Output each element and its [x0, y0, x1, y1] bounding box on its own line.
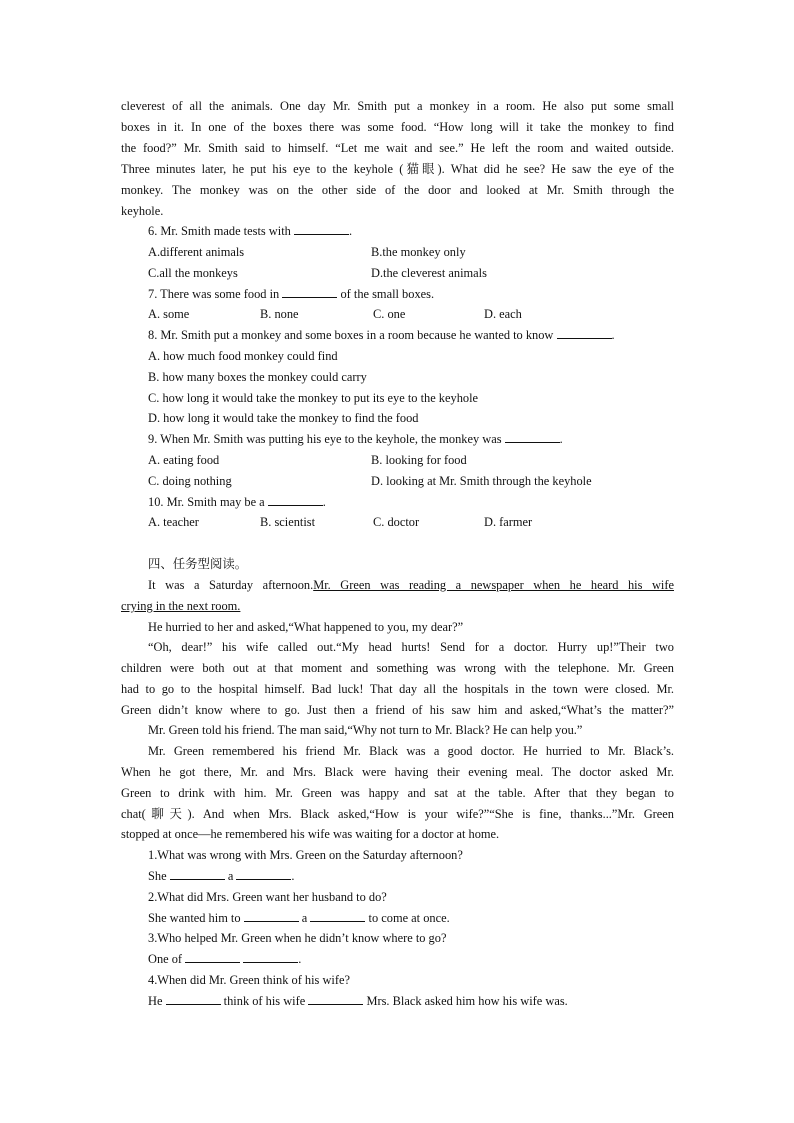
question-7-option-a: A. some — [148, 307, 190, 321]
answer-blank — [244, 910, 299, 922]
section4-paragraph-5-line-4: chat(聊天). And when Mrs. Black asked,“How is your wife?”“She is fine, thanks...”Mr. Green — [121, 807, 674, 821]
question-10-option-c: C. doctor — [373, 515, 420, 529]
question-6-option-d: D.the cleverest animals — [371, 266, 487, 280]
answer-blank — [166, 993, 221, 1005]
answer-blank — [557, 327, 612, 339]
question-8-option-d: D. how long it would take the monkey to find the food — [148, 411, 419, 425]
passage1-line-4: Three minutes later, he put his eye to the keyhole (猫眼). What did he see? He saw the eye of the — [121, 162, 674, 176]
question-9-stem: 9. When Mr. Smith was putting his eye to the keyhole, the monkey was . — [148, 432, 563, 446]
task-answer-4: He think of his wife Mrs. Black asked him how his wife was. — [148, 994, 568, 1008]
question-9-option-d: D. looking at Mr. Smith through the keyhole — [371, 474, 592, 488]
section4-paragraph-1-line-1: It was a Saturday afternoon.Mr. Green was reading a newspaper when he heard his wife — [148, 578, 674, 592]
task-question-4: 4.When did Mr. Green think of his wife? — [148, 973, 350, 987]
section-heading: 四、任务型阅读。 — [148, 556, 248, 571]
question-10-stem: 10. Mr. Smith may be a . — [148, 495, 326, 509]
question-8-stem: 8. Mr. Smith put a monkey and some boxes in a room because he wanted to know . — [148, 328, 615, 342]
answer-blank — [310, 910, 365, 922]
section4-paragraph-3-line-4: Green didn’t know where to go. Just then a friend of his saw him and asked,“What’s the matter?” — [121, 703, 674, 717]
question-6-option-c: C.all the monkeys — [148, 266, 238, 280]
question-8-option-a: A. how much food monkey could find — [148, 349, 338, 363]
question-7-option-b: B. none — [260, 307, 299, 321]
passage1-line-3: the food?” Mr. Smith said to himself. “Let me wait and see.” He left the room and waited outside. — [121, 141, 674, 155]
question-7-option-d: D. each — [484, 307, 522, 321]
answer-blank — [185, 951, 240, 963]
question-7-stem: 7. There was some food in of the small boxes. — [148, 287, 435, 301]
question-9-option-a: A. eating food — [148, 453, 220, 467]
answer-blank — [294, 223, 349, 235]
answer-blank — [505, 431, 560, 443]
underlined-sentence-end: crying in the next room. — [121, 599, 241, 613]
section4-paragraph-3-line-1: “Oh, dear!” his wife called out.“My head hurts! Send for a doctor. Hurry up!”Their two — [148, 640, 674, 654]
section4-paragraph-5-line-5: stopped at once—he remembered his wife was waiting for a doctor at home. — [121, 827, 500, 841]
answer-blank — [236, 868, 291, 880]
section4-paragraph-5-line-1: Mr. Green remembered his friend Mr. Black was a good doctor. He hurried to Mr. Black’s. — [148, 744, 674, 758]
section4-paragraph-2: He hurried to her and asked,“What happened to you, my dear?” — [148, 620, 464, 634]
task-answer-1: She a . — [148, 869, 295, 883]
question-8-option-c: C. how long it would take the monkey to put its eye to the keyhole — [148, 391, 479, 405]
question-9-option-b: B. looking for food — [371, 453, 467, 467]
section4-paragraph-5-line-2: When he got there, Mr. and Mrs. Black were having their evening meal. The doctor asked Mr. — [121, 765, 674, 779]
section4-paragraph-3-line-2: children were both out at that moment and something was wrong with the telephone. Mr. Green — [121, 661, 674, 675]
underlined-sentence: Mr. Green was reading a newspaper when he heard his wife — [313, 578, 674, 592]
question-6-stem: 6. Mr. Smith made tests with . — [148, 224, 353, 238]
passage1-line-5: monkey. The monkey was on the other side of the door and looked at Mr. Smith through the — [121, 183, 674, 197]
section4-paragraph-4: Mr. Green told his friend. The man said,“Why not turn to Mr. Black? He can help you.” — [148, 723, 583, 737]
answer-blank — [170, 868, 225, 880]
answer-blank — [308, 993, 363, 1005]
passage1-line-1: cleverest of all the animals. One day Mr. Smith put a monkey in a room. He also put some small — [121, 99, 674, 113]
answer-blank — [268, 494, 323, 506]
task-question-1: 1.What was wrong with Mrs. Green on the Saturday afternoon? — [148, 848, 463, 862]
task-question-3: 3.Who helped Mr. Green when he didn’t know where to go? — [148, 931, 447, 945]
passage1-line-2: boxes in it. In one of the boxes there was some food. “How long will it take the monkey to find — [121, 120, 674, 134]
answer-blank — [243, 951, 298, 963]
question-7-option-c: C. one — [373, 307, 406, 321]
section4-paragraph-3-line-3: had to go to the hospital himself. Bad luck! That day all the hospitals in the town were closed. Mr. — [121, 682, 674, 696]
question-10-option-b: B. scientist — [260, 515, 316, 529]
question-10-option-d: D. farmer — [484, 515, 533, 529]
task-answer-3: One of . — [148, 952, 302, 966]
task-question-2: 2.What did Mrs. Green want her husband to do? — [148, 890, 387, 904]
section4-paragraph-5-line-3: Green to drink with him. Mr. Green was happy and sat at the table. After that they began to — [121, 786, 674, 800]
question-9-option-c: C. doing nothing — [148, 474, 232, 488]
question-6-option-b: B.the monkey only — [371, 245, 466, 259]
question-10-option-a: A. teacher — [148, 515, 199, 529]
question-6-option-a: A.different animals — [148, 245, 245, 259]
task-answer-2: She wanted him to a to come at once. — [148, 911, 450, 925]
question-8-option-b: B. how many boxes the monkey could carry — [148, 370, 367, 384]
answer-blank — [282, 286, 337, 298]
passage1-line-6: keyhole. — [121, 204, 164, 218]
